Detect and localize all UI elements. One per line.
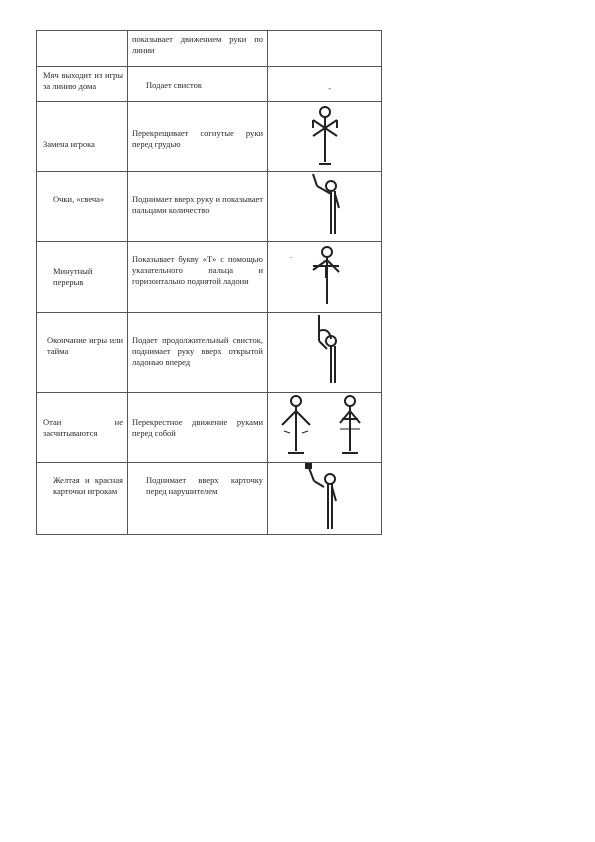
situation-text: Минутный перерыв bbox=[53, 266, 93, 287]
table-row bbox=[37, 242, 382, 313]
situation-text: Желтая и красная карточки игрокам bbox=[53, 475, 123, 496]
hand-up-referee-icon bbox=[305, 172, 345, 236]
description-cell bbox=[128, 313, 268, 393]
situation-text: Замена игрока bbox=[43, 139, 95, 149]
situation-cell bbox=[37, 102, 128, 172]
table-row bbox=[37, 463, 382, 535]
situation-cell bbox=[37, 172, 128, 242]
table-row bbox=[37, 393, 382, 463]
situation-text: Очки, «свеча» bbox=[53, 194, 105, 204]
description-cell bbox=[128, 67, 268, 102]
figure-cell bbox=[268, 31, 382, 67]
situation-text: Окончание игры или тайма bbox=[47, 335, 123, 356]
situation-text: Мяч выходит из игры за линию дома bbox=[43, 70, 123, 91]
situation-cell bbox=[37, 67, 128, 102]
situation-cell bbox=[37, 463, 128, 535]
description-text: Подает свисток bbox=[146, 80, 202, 90]
description-text: Показывает букву «Т» с помощью указательного пальца и горизонтально поднятой ладони bbox=[132, 254, 263, 286]
figure-cell bbox=[268, 102, 382, 172]
situation-cell bbox=[37, 313, 128, 393]
cross-motion-referee-icon bbox=[270, 393, 380, 457]
figure-cell bbox=[268, 172, 382, 242]
description-text: показывает движением руки по линии bbox=[132, 34, 263, 55]
situation-text bbox=[37, 31, 127, 34]
dash-mark: - bbox=[328, 84, 331, 93]
situation-cell bbox=[37, 393, 128, 463]
table-row bbox=[37, 31, 382, 67]
description-text: Перекрестное движение руками перед собой bbox=[132, 417, 263, 438]
situation-cell bbox=[37, 31, 128, 67]
description-cell bbox=[128, 242, 268, 313]
table-row bbox=[37, 172, 382, 242]
dot-mark: . bbox=[290, 251, 292, 260]
figure-cell bbox=[268, 463, 382, 535]
situation-cell bbox=[37, 242, 128, 313]
description-cell bbox=[128, 172, 268, 242]
open-palm-referee-icon bbox=[305, 313, 345, 385]
signals-table bbox=[36, 30, 382, 535]
t-sign-referee-icon bbox=[305, 242, 345, 306]
situation-text: Отаи не засчитываются bbox=[43, 417, 123, 438]
table-row bbox=[37, 313, 382, 393]
description-cell bbox=[128, 31, 268, 67]
table-row bbox=[37, 102, 382, 172]
figure-cell bbox=[268, 393, 382, 463]
description-text: Поднимает вверх карточку перед нарушителем bbox=[146, 475, 263, 496]
description-text: Подает продолжительный свисток, поднимает руку вверх открытой ладонью вперед bbox=[132, 335, 263, 367]
table-row bbox=[37, 67, 382, 102]
card-up-referee-icon bbox=[300, 463, 350, 531]
crossed-arms-referee-icon bbox=[305, 102, 345, 166]
figure-cell bbox=[268, 242, 382, 313]
description-cell bbox=[128, 393, 268, 463]
description-text: Перекрещивает согнутые руки перед грудью bbox=[132, 128, 263, 149]
figure-cell bbox=[268, 313, 382, 393]
description-cell bbox=[128, 463, 268, 535]
figure-cell bbox=[268, 67, 382, 102]
description-cell bbox=[128, 102, 268, 172]
description-text: Поднимает вверх руку и показывает пальцами количество bbox=[132, 194, 263, 215]
